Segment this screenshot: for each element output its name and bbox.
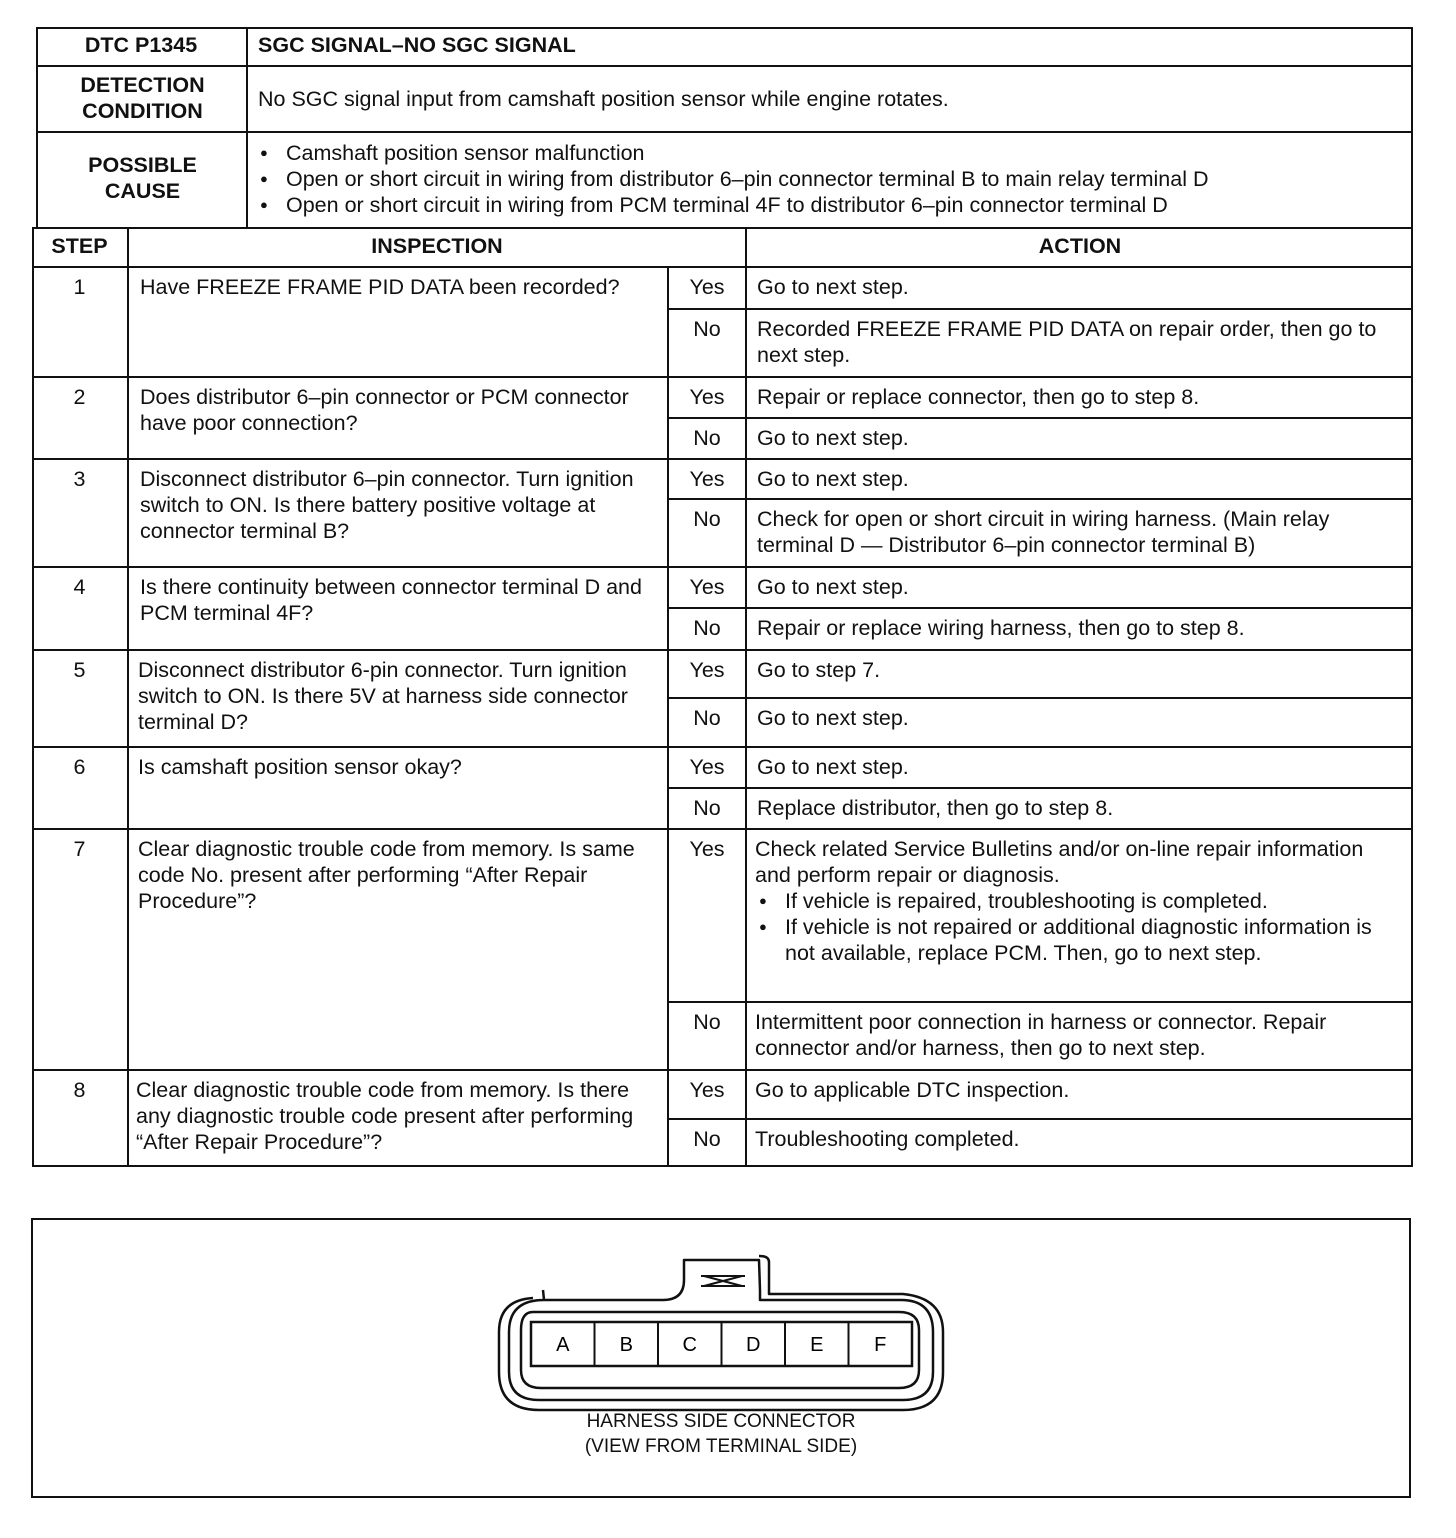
no-action: Recorded FREEZE FRAME PID DATA on repair order, then go to next step. bbox=[757, 317, 1377, 367]
step-inspection: Clear diagnostic trouble code from memory. Is same code No. present after performing “After Repair Procedure”? bbox=[138, 837, 635, 913]
pin-c-label: C bbox=[682, 1334, 697, 1356]
pin-a-label: A bbox=[556, 1334, 570, 1356]
yes-label: Yes bbox=[689, 755, 725, 779]
step-number: 5 bbox=[73, 658, 86, 682]
dtc-title: SGC SIGNAL–NO SGC SIGNAL bbox=[258, 33, 576, 57]
step-number: 3 bbox=[73, 467, 86, 491]
column-header-inspection: INSPECTION bbox=[371, 234, 503, 258]
column-header-action: ACTION bbox=[1038, 234, 1122, 258]
pin-block bbox=[531, 1322, 912, 1366]
step-inspection: Disconnect distributor 6–pin connector. Turn ignition switch to ON. Is there battery positive voltage at connector terminal B? bbox=[140, 467, 634, 543]
detection-condition-label: DETECTION CONDITION bbox=[80, 73, 205, 123]
yes-label: Yes bbox=[689, 658, 725, 682]
no-label: No bbox=[693, 1010, 721, 1034]
no-action: Go to next step. bbox=[757, 426, 909, 450]
yes-action-bullet: ● If vehicle is not repaired or additional diagnostic information is not available, replace PCM. Then, go to next step. bbox=[755, 914, 1395, 966]
step-inspection: Is camshaft position sensor okay? bbox=[138, 755, 462, 779]
yes-label: Yes bbox=[689, 385, 725, 409]
step-number: 2 bbox=[73, 385, 86, 409]
no-action: Replace distributor, then go to step 8. bbox=[757, 796, 1114, 820]
connector-inner-shell bbox=[521, 1312, 919, 1388]
step-inspection: Clear diagnostic trouble code from memory. Is there any diagnostic trouble code present after performing “After Repair Procedure”? bbox=[136, 1078, 634, 1154]
no-label: No bbox=[693, 706, 721, 730]
step-inspection: Disconnect distributor 6-pin connector. Turn ignition switch to ON. Is there 5V at harness side connector terminal D? bbox=[138, 658, 628, 734]
yes-action: Go to step 7. bbox=[757, 658, 881, 682]
yes-action-bullet: ● If vehicle is repaired, troubleshooting is completed. bbox=[755, 888, 1395, 914]
no-action: Troubleshooting completed. bbox=[755, 1127, 1020, 1151]
no-label: No bbox=[693, 317, 721, 341]
pin-b-label: B bbox=[619, 1334, 633, 1356]
pin-f-label: F bbox=[874, 1334, 887, 1356]
yes-label: Yes bbox=[689, 575, 725, 599]
connector-diagram-box bbox=[31, 1218, 1411, 1498]
pin-e-label: E bbox=[810, 1334, 824, 1356]
column-header-step: STEP bbox=[51, 234, 108, 258]
step-number: 8 bbox=[73, 1078, 86, 1102]
yes-action: Go to next step. bbox=[757, 275, 909, 299]
no-action: Check for open or short circuit in wiring harness. (Main relay terminal D — Distributor 6–pin connector terminal B) bbox=[757, 507, 1330, 557]
no-label: No bbox=[693, 616, 721, 640]
no-label: No bbox=[693, 796, 721, 820]
possible-cause-list bbox=[256, 140, 1406, 218]
step-inspection: Have FREEZE FRAME PID DATA been recorded? bbox=[140, 275, 620, 299]
step-number: 7 bbox=[73, 837, 86, 861]
pin-d-label: D bbox=[746, 1334, 761, 1356]
yes-action: Go to next step. bbox=[757, 755, 909, 779]
yes-label: Yes bbox=[689, 467, 725, 491]
detection-condition-text: No SGC signal input from camshaft position sensor while engine rotates. bbox=[258, 87, 949, 111]
lock-tab-icon bbox=[701, 1276, 745, 1286]
possible-cause-label: POSSIBLE CAUSE bbox=[88, 153, 197, 203]
no-action: Repair or replace wiring harness, then go to step 8. bbox=[757, 616, 1245, 640]
yes-action: Go to next step. bbox=[757, 467, 909, 491]
connector-caption-line2: (VIEW FROM TERMINAL SIDE) bbox=[584, 1436, 858, 1457]
connector-caption-line1: HARNESS SIDE CONNECTOR bbox=[586, 1411, 856, 1432]
yes-label: Yes bbox=[689, 837, 725, 861]
step-number: 1 bbox=[73, 275, 86, 299]
yes-action: Repair or replace connector, then go to step 8. bbox=[757, 385, 1200, 409]
yes-label: Yes bbox=[689, 275, 725, 299]
cause-item: ● Camshaft position sensor malfunction bbox=[256, 140, 1406, 166]
yes-action: Go to applicable DTC inspection. bbox=[755, 1078, 1070, 1102]
no-action: Go to next step. bbox=[757, 706, 909, 730]
yes-action bbox=[755, 836, 1395, 966]
cause-item: ● Open or short circuit in wiring from PCM terminal 4F to distributor 6–pin connector terminal D bbox=[256, 192, 1406, 218]
step-number: 4 bbox=[73, 575, 86, 599]
step-number: 6 bbox=[73, 755, 86, 779]
no-label: No bbox=[693, 1127, 721, 1151]
no-label: No bbox=[693, 507, 721, 531]
cause-item: ● Open or short circuit in wiring from distributor 6–pin connector terminal B to main relay terminal D bbox=[256, 166, 1406, 192]
step-inspection: Does distributor 6–pin connector or PCM connector have poor connection? bbox=[140, 385, 629, 435]
yes-action-text: Check related Service Bulletins and/or on-line repair information and perform repair or diagnosis. bbox=[755, 837, 1364, 887]
yes-action: Go to next step. bbox=[757, 575, 909, 599]
step-inspection: Is there continuity between connector terminal D and PCM terminal 4F? bbox=[140, 575, 642, 625]
dtc-code-label: DTC P1345 bbox=[84, 33, 198, 57]
no-label: No bbox=[693, 426, 721, 450]
yes-label: Yes bbox=[689, 1078, 725, 1102]
no-action: Intermittent poor connection in harness or connector. Repair connector and/or harness, then go to next step. bbox=[755, 1010, 1327, 1060]
